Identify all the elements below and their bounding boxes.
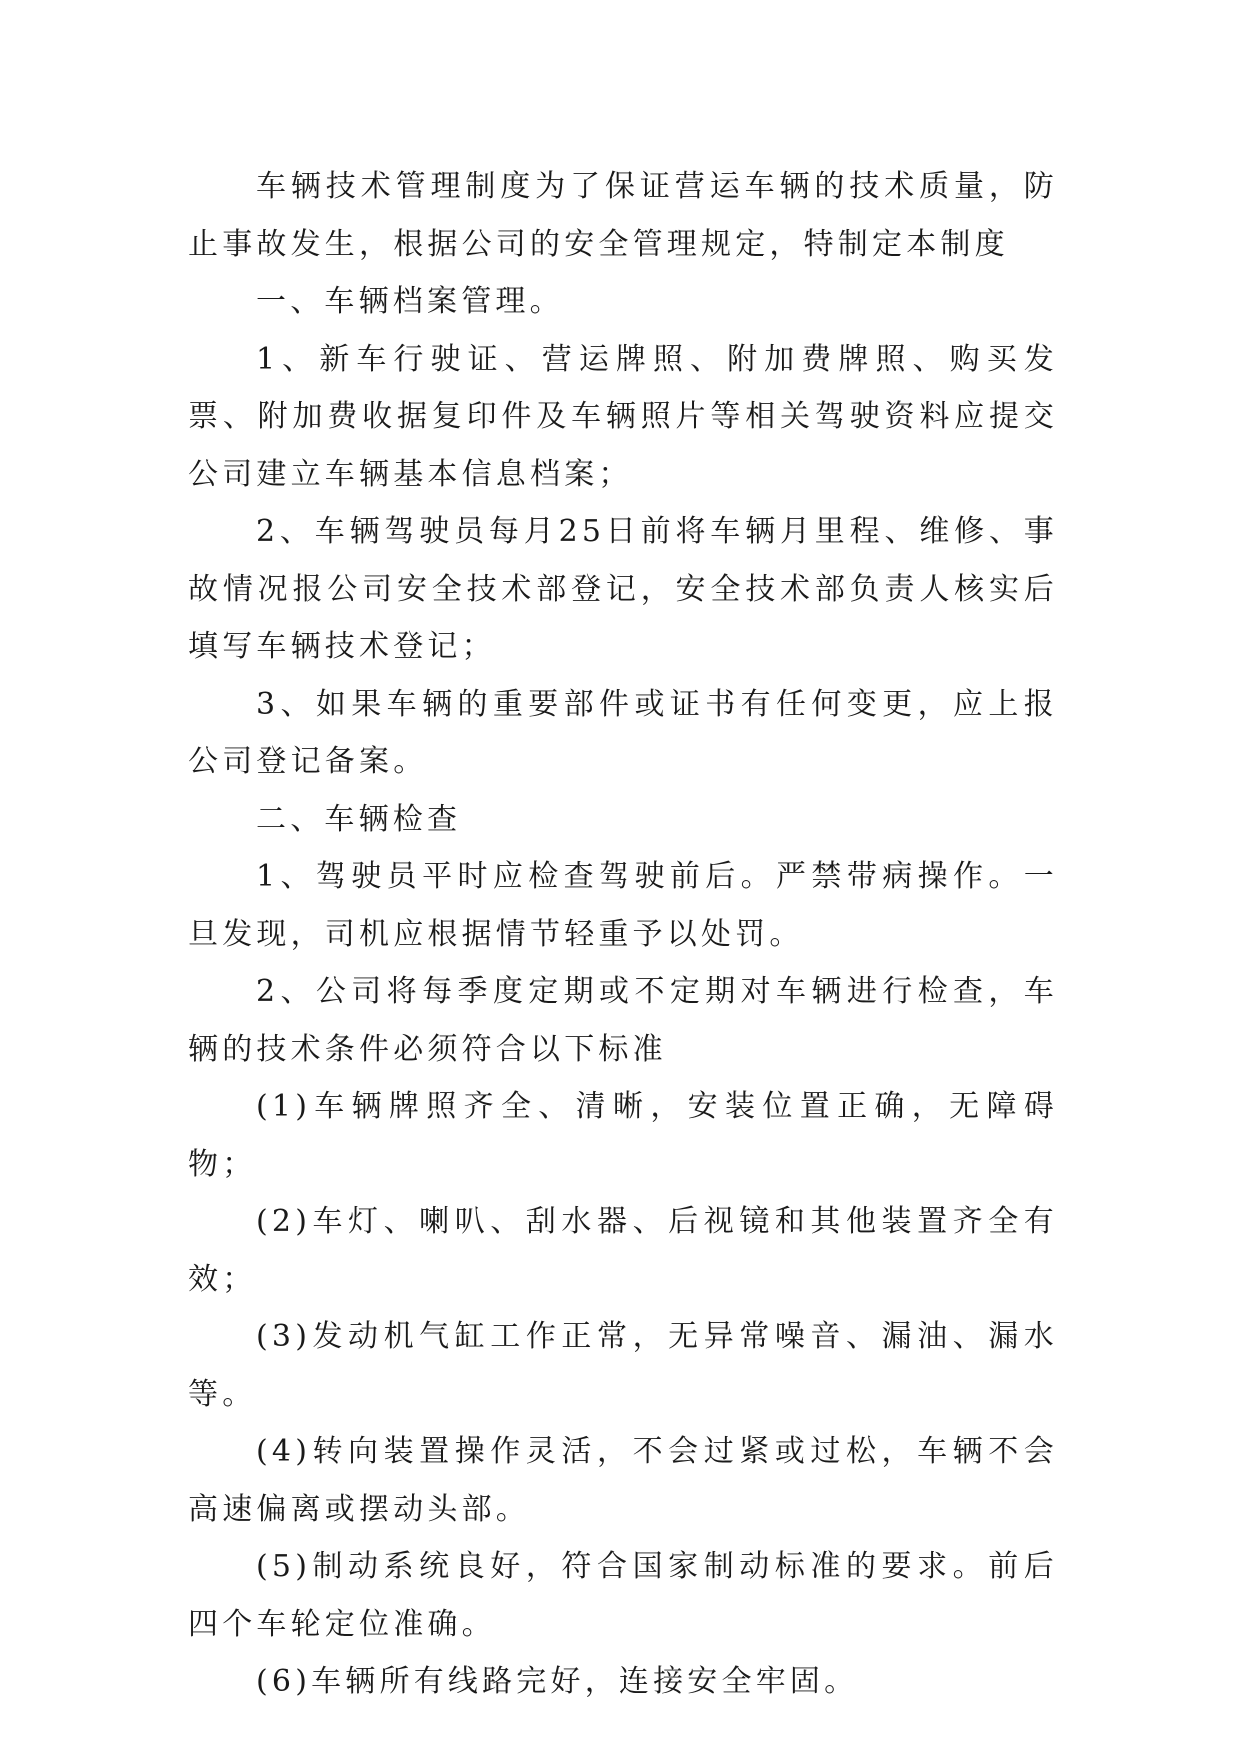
records-item-1: 1、新车行驶证、营运牌照、附加费牌照、购买发票、附加费收据复印件及车辆照片等相关驾驶资料应提交公司建立车辆基本信息档案； bbox=[188, 341, 1058, 492]
intro-paragraph: 车辆技术管理制度为了保证营运车辆的技术质量，防止事故发生，根据公司的安全管理规定，特制定本制度 bbox=[188, 169, 1058, 262]
standard-item-4: (4)转向装置操作灵活，不会过紧或过松，车辆不会高速偏离或摆动头部。 bbox=[188, 1434, 1058, 1527]
standard-item-3: (3)发动机气缸工作正常，无异常噪音、漏油、漏水等。 bbox=[188, 1319, 1058, 1412]
standard-item-1: (1)车辆牌照齐全、清晰，安装位置正确，无障碍物； bbox=[188, 1089, 1058, 1182]
standard-item-5: (5)制动系统良好，符合国家制动标准的要求。前后四个车轮定位准确。 bbox=[188, 1549, 1058, 1642]
standard-item-2: (2)车灯、喇叭、刮水器、后视镜和其他装置齐全有效； bbox=[188, 1204, 1058, 1297]
section-heading-vehicle-inspection: 二、车辆检查 bbox=[256, 801, 462, 837]
document-body bbox=[188, 158, 1058, 1711]
records-item-2: 2、车辆驾驶员每月25日前将车辆月里程、维修、事故情况报公司安全技术部登记，安全技术部负责人核实后填写车辆技术登记； bbox=[188, 514, 1058, 664]
records-item-3: 3、如果车辆的重要部件或证书有任何变更，应上报公司登记备案。 bbox=[188, 686, 1058, 779]
inspection-item-1: 1、驾驶员平时应检查驾驶前后。严禁带病操作。一旦发现，司机应根据情节轻重予以处罚。 bbox=[188, 859, 1058, 952]
inspection-item-2: 2、公司将每季度定期或不定期对车辆进行检查，车辆的技术条件必须符合以下标准 bbox=[188, 974, 1058, 1067]
standard-item-6: (6)车辆所有线路完好，连接安全牢固。 bbox=[256, 1664, 859, 1699]
section-heading-vehicle-records: 一、车辆档案管理。 bbox=[256, 284, 564, 319]
